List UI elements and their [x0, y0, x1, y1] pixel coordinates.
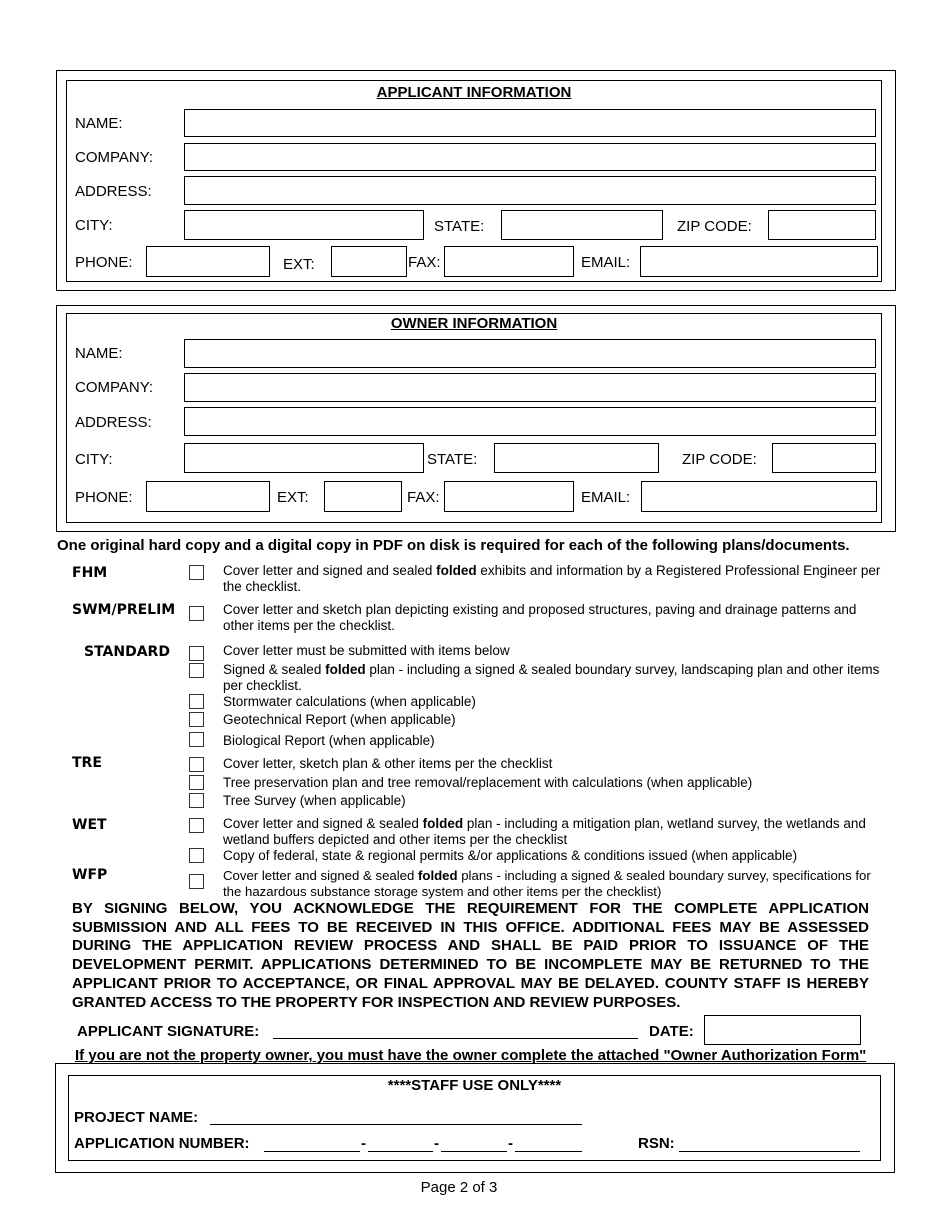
checklist-code-standard: STANDARD	[84, 644, 170, 660]
owner-email-label: EMAIL:	[581, 489, 631, 506]
wfp-item-1-text-bold: folded	[418, 868, 458, 883]
applicant-zip-label: ZIP CODE:	[677, 218, 752, 235]
checkbox-standard-2[interactable]	[189, 663, 204, 678]
application-number-dash-2: -	[434, 1135, 439, 1152]
rsn-label: RSN:	[638, 1135, 675, 1152]
checklist-code-swm: SWM/PRELIM	[72, 602, 176, 618]
checklist-wet-item-1	[223, 816, 883, 848]
owner-state-label: STATE:	[427, 451, 478, 468]
applicant-fax-field[interactable]	[444, 246, 574, 277]
applicant-signature-line[interactable]	[273, 1038, 638, 1039]
checkbox-wet-1[interactable]	[189, 818, 204, 833]
checkbox-standard-5[interactable]	[189, 732, 204, 747]
applicant-fax-input[interactable]	[445, 247, 573, 276]
checkbox-fhm-1[interactable]	[189, 565, 204, 580]
checklist-standard-item-5: Biological Report (when applicable)	[223, 733, 435, 748]
checkbox-standard-3[interactable]	[189, 694, 204, 709]
application-number-segment-1[interactable]	[264, 1151, 360, 1152]
owner-ext-input[interactable]	[325, 482, 401, 511]
owner-city-label: CITY:	[75, 451, 113, 468]
application-number-label: APPLICATION NUMBER:	[74, 1135, 250, 1152]
owner-phone-input[interactable]	[147, 482, 269, 511]
owner-phone-label: PHONE:	[75, 489, 133, 506]
owner-address-label: ADDRESS:	[75, 414, 152, 431]
owner-email-field[interactable]	[641, 481, 877, 512]
applicant-ext-input[interactable]	[332, 247, 406, 276]
checklist-code-tre: TRE	[72, 755, 102, 771]
checkbox-standard-4[interactable]	[189, 712, 204, 727]
rsn-line[interactable]	[679, 1151, 860, 1152]
owner-zip-label: ZIP CODE:	[682, 451, 757, 468]
checklist-code-wfp: WFP	[72, 867, 108, 883]
applicant-state-field[interactable]	[501, 210, 663, 240]
owner-phone-field[interactable]	[146, 481, 270, 512]
date-label: DATE:	[649, 1023, 694, 1040]
owner-company-label: COMPANY:	[75, 379, 154, 396]
checklist-standard-item-3: Stormwater calculations (when applicable)	[223, 694, 476, 709]
owner-authorization-note: If you are not the property owner, you must have the owner complete the attached "Owner Authorization Form"	[75, 1047, 867, 1064]
wet-item-1-text-bold: folded	[422, 816, 464, 831]
application-number-segment-2[interactable]	[368, 1151, 433, 1152]
applicant-ext-field[interactable]	[331, 246, 407, 277]
applicant-email-input[interactable]	[641, 247, 877, 276]
page-number: Page 2 of 3	[420, 1179, 498, 1196]
checklist-swm-item-1: Cover letter and sketch plan depicting existing and proposed structures, paving and drainage patterns and other items per the checklist.	[223, 602, 857, 633]
owner-ext-field[interactable]	[324, 481, 402, 512]
owner-city-input[interactable]	[185, 444, 423, 472]
applicant-name-label: NAME:	[75, 115, 123, 132]
owner-address-input[interactable]	[185, 408, 875, 435]
application-number-segment-4[interactable]	[515, 1151, 582, 1152]
wet-item-1-text-a: Cover letter and signed & sealed	[223, 816, 423, 831]
owner-zip-field[interactable]	[772, 443, 876, 473]
owner-fax-field[interactable]	[444, 481, 574, 512]
applicant-name-field[interactable]	[184, 109, 876, 137]
checklist-standard-item-2	[223, 662, 883, 694]
fhm-item-1-text-bold: folded	[436, 563, 477, 578]
applicant-fax-label: FAX:	[408, 254, 441, 271]
date-field[interactable]	[704, 1015, 861, 1045]
applicant-company-label: COMPANY:	[75, 149, 154, 166]
requirement-note: One original hard copy and a digital copy in PDF on disk is required for each of the following plans/documents.	[57, 537, 850, 554]
applicant-section-title: APPLICANT INFORMATION	[376, 84, 572, 101]
applicant-state-label: STATE:	[434, 218, 485, 235]
checklist-fhm-item-1	[223, 563, 883, 595]
application-number-segment-3[interactable]	[441, 1151, 507, 1152]
owner-city-field[interactable]	[184, 443, 424, 473]
owner-name-label: NAME:	[75, 345, 123, 362]
wet-item-1-text-c: plan - including a mitigation plan, wetland survey, the wetlands and wetland buffers depicted and other items per the checklist	[223, 816, 866, 847]
standard-item-2-text-c: plan - including a signed & sealed boundary survey, landscaping plan and other items per checklist.	[223, 662, 880, 693]
checkbox-tre-3[interactable]	[189, 793, 204, 808]
applicant-address-field[interactable]	[184, 176, 876, 205]
date-input[interactable]	[705, 1016, 860, 1044]
applicant-company-input[interactable]	[185, 144, 875, 170]
project-name-line[interactable]	[210, 1124, 582, 1125]
application-number-dash-1: -	[361, 1135, 366, 1152]
applicant-phone-label: PHONE:	[75, 254, 133, 271]
standard-item-2-text-bold: folded	[325, 662, 366, 677]
checklist-code-fhm: FHM	[72, 565, 108, 581]
checklist-standard-item-1: Cover letter must be submitted with items below	[223, 643, 510, 658]
checklist-wet-item-2: Copy of federal, state & regional permits &/or applications & conditions issued (when applicable)	[223, 848, 798, 863]
owner-state-field[interactable]	[494, 443, 659, 473]
owner-company-input[interactable]	[185, 374, 875, 401]
checkbox-wet-2[interactable]	[189, 848, 204, 863]
wfp-item-1-text-c: plans - including a signed & sealed boundary survey, specifications for the hazardous substance storage system and other items per the checklist)	[223, 868, 871, 899]
owner-fax-label: FAX:	[407, 489, 440, 506]
fhm-item-1-text-c: exhibits and information by a Registered Professional Engineer per the checklist.	[223, 563, 881, 594]
application-number-dash-3: -	[508, 1135, 513, 1152]
staff-section-title: ****STAFF USE ONLY****	[387, 1077, 562, 1094]
checklist-wfp-item-1	[223, 868, 883, 899]
applicant-company-field[interactable]	[184, 143, 876, 171]
checklist-standard-item-4: Geotechnical Report (when applicable)	[223, 712, 456, 727]
checklist-tre-item-2: Tree preservation plan and tree removal/replacement with calculations (when applicable)	[223, 775, 753, 790]
applicant-signature-label: APPLICANT SIGNATURE:	[77, 1023, 260, 1040]
checklist-code-wet: WET	[72, 817, 107, 833]
checkbox-swm-1[interactable]	[189, 606, 204, 621]
checkbox-tre-2[interactable]	[189, 775, 204, 790]
owner-email-input[interactable]	[642, 482, 876, 511]
fhm-item-1-text-a: Cover letter and signed and sealed	[223, 563, 437, 578]
owner-address-field[interactable]	[184, 407, 876, 436]
applicant-city-label: CITY:	[75, 217, 113, 234]
owner-section-title: OWNER INFORMATION	[390, 315, 558, 332]
owner-name-field[interactable]	[184, 339, 876, 368]
applicant-address-input[interactable]	[185, 177, 875, 204]
applicant-zip-field[interactable]	[768, 210, 876, 240]
checklist-tre-item-1: Cover letter, sketch plan & other items per the checklist	[223, 756, 553, 771]
applicant-phone-field[interactable]	[146, 246, 270, 277]
owner-name-input[interactable]	[185, 340, 875, 367]
owner-zip-input[interactable]	[773, 444, 875, 472]
wfp-item-1-text-a: Cover letter and signed & sealed	[223, 868, 418, 883]
applicant-city-input[interactable]	[185, 211, 423, 239]
checkbox-wfp-1[interactable]	[189, 874, 204, 889]
owner-fax-input[interactable]	[445, 482, 573, 511]
applicant-zip-input[interactable]	[769, 211, 875, 239]
applicant-address-label: ADDRESS:	[75, 183, 152, 200]
checkbox-standard-1[interactable]	[189, 646, 204, 661]
applicant-name-input[interactable]	[185, 110, 875, 136]
applicant-state-input[interactable]	[502, 211, 662, 239]
applicant-city-field[interactable]	[184, 210, 424, 240]
owner-ext-label: EXT:	[277, 489, 309, 506]
applicant-phone-input[interactable]	[147, 247, 269, 276]
acknowledgement-text: BY SIGNING BELOW, YOU ACKNOWLEDGE THE REQUIREMENT FOR THE COMPLETE APPLICATION SUBMISSION AND ALL FEES TO BE RECEIVED IN THIS OFFICE. ADDITIONAL FEES MAY BE ASSESSED DURING THE APPLICATION REVIEW PROCESS AND SHALL BE PAID PRIOR TO ISSUANCE OF THE DEVELOPMENT PERMIT. APPLICATIONS DETERMINED TO BE INCOMPLETE MAY BE RETURNED TO THE APPLICANT PRIOR TO ACCEPTANCE, OR FINAL APPROVAL MAY BE DELAYED. COUNTY STAFF IS HEREBY GRANTED ACCESS TO THE PROPERTY FOR INSPECTION AND REVIEW PURPOSES.	[72, 900, 869, 1011]
checkbox-tre-1[interactable]	[189, 757, 204, 772]
owner-state-input[interactable]	[495, 444, 658, 472]
standard-item-2-text-a: Signed & sealed	[223, 662, 326, 677]
applicant-email-label: EMAIL:	[581, 254, 631, 271]
applicant-ext-label: EXT:	[283, 256, 315, 273]
checklist-tre-item-3: Tree Survey (when applicable)	[223, 793, 406, 808]
project-name-label: PROJECT NAME:	[74, 1109, 199, 1126]
owner-company-field[interactable]	[184, 373, 876, 402]
applicant-email-field[interactable]	[640, 246, 878, 277]
